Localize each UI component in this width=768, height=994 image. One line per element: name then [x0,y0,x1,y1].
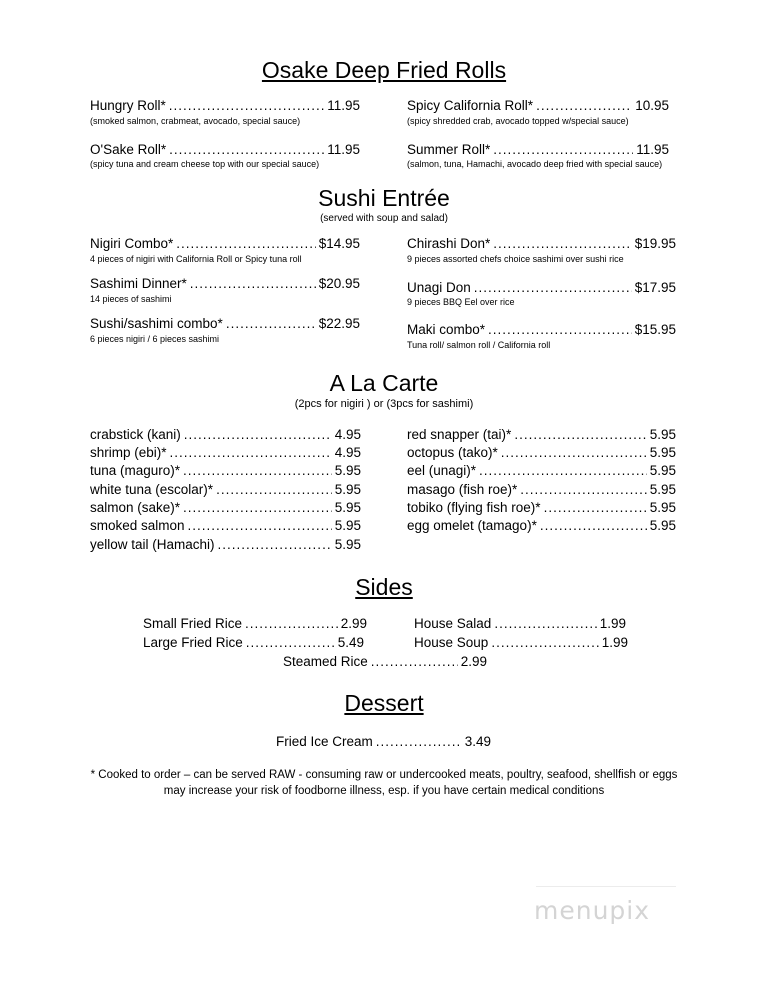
item-price: 11.95 [327,98,360,113]
item-name: Hungry Roll* [90,98,166,113]
menu-item-chirashi-don [407,235,676,252]
item-price: 5.95 [334,518,361,533]
menu-item-spicy-california-roll [407,97,669,114]
item-name: white tuna (escolar)* [90,482,214,497]
item-price: 5.95 [649,500,676,515]
item-price: $15.95 [634,322,676,337]
item-price: 2.99 [460,654,487,669]
item-name: House Soup [414,635,489,650]
side-item-steamed-rice [283,653,487,670]
item-price: 5.95 [649,463,676,478]
menu-item-osake-roll [90,141,360,158]
leader-dots [170,444,332,461]
item-description: 6 pieces nigiri / 6 pieces sashimi [90,334,220,344]
item-name: Spicy California Roll* [407,98,534,113]
raw-food-warning-line-1: * Cooked to order – can be served RAW - consuming raw or undercooked meats, poultry, seafood, shellfish or eggs [90,769,678,781]
item-price: 5.95 [649,518,676,533]
item-name: House Salad [414,616,492,631]
leader-dots [169,141,324,158]
item-name: Sushi/sashimi combo* [90,316,223,331]
item-price: 10.95 [635,98,669,113]
item-price: 5.95 [649,482,676,497]
leader-dots [479,462,647,479]
leader-dots [183,462,332,479]
leader-dots [190,275,316,292]
leader-dots [246,634,335,651]
item-description: Tuna roll/ salmon roll / California roll [407,340,551,350]
carte-item-yellow-tail [90,536,361,553]
item-description: (spicy shredded crab, avocado topped w/special sauce) [407,116,629,126]
item-price: $17.95 [634,280,676,295]
item-price: 11.95 [327,142,360,157]
item-price: 2.99 [340,616,367,631]
carte-item-shrimp [90,444,361,461]
item-name: Chirashi Don* [407,236,491,251]
menu-item-sashimi-dinner [90,275,360,292]
item-description: 9 pieces assorted chefs choice sashimi over sushi rice [407,254,624,264]
leader-dots [536,97,632,114]
item-name: shrimp (ebi)* [90,445,167,460]
leader-dots [169,97,324,114]
item-name: Unagi Don [407,280,471,295]
item-price: $14.95 [318,236,360,251]
leader-dots [494,615,596,632]
item-description: (spicy tuna and cream cheese top with our special sauce) [90,159,320,169]
item-name: salmon (sake)* [90,500,181,515]
menu-item-nigiri-combo [90,235,360,252]
carte-item-crabstick [90,426,361,443]
item-price: 1.99 [599,616,626,631]
item-name: masago (fish roe)* [407,482,518,497]
menu-item-hungry-roll [90,97,360,114]
side-item-large-fried-rice [143,634,364,651]
item-price: 5.95 [334,463,361,478]
item-name: Sashimi Dinner* [90,276,187,291]
carte-item-egg-omelet [407,517,676,534]
item-price: 3.49 [464,734,491,749]
leader-dots [488,321,632,338]
leader-dots [491,634,598,651]
leader-dots [184,426,332,443]
item-description: 14 pieces of sashimi [90,294,172,304]
section-title-sushi-entree: Sushi Entrée [318,185,450,211]
leader-dots [540,517,647,534]
item-name: Steamed Rice [283,654,368,669]
item-description: (salmon, tuna, Hamachi, avocado deep fried with special sauce) [407,159,663,169]
carte-item-eel [407,462,676,479]
section-title-dessert: Dessert [344,690,424,716]
side-item-small-fried-rice [143,615,367,632]
item-price: $19.95 [634,236,676,251]
item-name: egg omelet (tamago)* [407,518,537,533]
item-name: tobiko (flying fish roe)* [407,500,541,515]
item-name: Maki combo* [407,322,486,337]
item-price: 5.49 [337,635,364,650]
menu-item-sushi-sashimi-combo [90,315,360,332]
item-price: 11.95 [636,142,669,157]
carte-item-red-snapper [407,426,676,443]
section-title-fried-rolls: Osake Deep Fried Rolls [261,57,507,83]
item-description: 9 pieces BBQ Eel over rice [407,297,515,307]
carte-item-smoked-salmon [90,517,361,534]
item-price: $22.95 [318,316,360,331]
item-price: 5.95 [334,500,361,515]
carte-item-salmon [90,499,361,516]
leader-dots [216,481,332,498]
item-name: Small Fried Rice [143,616,243,631]
item-name: O'Sake Roll* [90,142,167,157]
carte-item-masago [407,481,676,498]
item-name: tuna (maguro)* [90,463,181,478]
carte-item-octopus [407,444,676,461]
leader-dots [371,653,458,670]
carte-item-tobiko [407,499,676,516]
section-title-sides: Sides [355,574,413,600]
item-name: smoked salmon [90,518,185,533]
leader-dots [183,499,332,516]
leader-dots [474,279,632,296]
item-name: octopus (tako)* [407,445,498,460]
raw-food-warning-line-2: may increase your risk of foodborne illness, esp. if you have certain medical conditions [163,785,605,797]
side-item-house-soup [414,634,628,651]
item-description: 4 pieces of nigiri with California Roll or Spicy tuna roll [90,254,302,264]
leader-dots [501,444,647,461]
menu-item-summer-roll [407,141,669,158]
item-name: Summer Roll* [407,142,491,157]
menu-item-maki-combo [407,321,676,338]
item-name: Nigiri Combo* [90,236,174,251]
item-price: 5.95 [334,482,361,497]
menupix-watermark: menupix [534,896,651,925]
item-price: 4.95 [334,427,361,442]
section-subtitle: (2pcs for nigiri ) or (3pcs for sashimi) [294,398,474,410]
section-subtitle: (served with soup and salad) [320,213,448,224]
carte-item-white-tuna [90,481,361,498]
dessert-item-fried-ice-cream [276,733,491,750]
item-name: eel (unagi)* [407,463,477,478]
item-price: 4.95 [334,445,361,460]
side-item-house-salad [414,615,626,632]
item-price: 5.95 [334,537,361,552]
leader-dots [226,315,316,332]
item-name: Fried Ice Cream [276,734,373,749]
menu-item-unagi-don [407,279,676,296]
item-price: $20.95 [318,276,360,291]
section-title-a-la-carte: A La Carte [329,370,439,396]
leader-dots [520,481,646,498]
leader-dots [218,536,332,553]
watermark-rule [536,886,676,887]
leader-dots [493,141,633,158]
item-name: yellow tail (Hamachi) [90,537,215,552]
item-description: (smoked salmon, crabmeat, avocado, special sauce) [90,116,301,126]
leader-dots [188,517,332,534]
item-price: 5.95 [649,445,676,460]
item-name: Large Fried Rice [143,635,243,650]
item-name: crabstick (kani) [90,427,181,442]
carte-item-tuna [90,462,361,479]
leader-dots [176,235,315,252]
item-price: 1.99 [601,635,628,650]
leader-dots [544,499,647,516]
item-price: 5.95 [649,427,676,442]
leader-dots [493,235,631,252]
leader-dots [376,733,462,750]
item-name: red snapper (tai)* [407,427,512,442]
leader-dots [245,615,338,632]
leader-dots [514,426,646,443]
